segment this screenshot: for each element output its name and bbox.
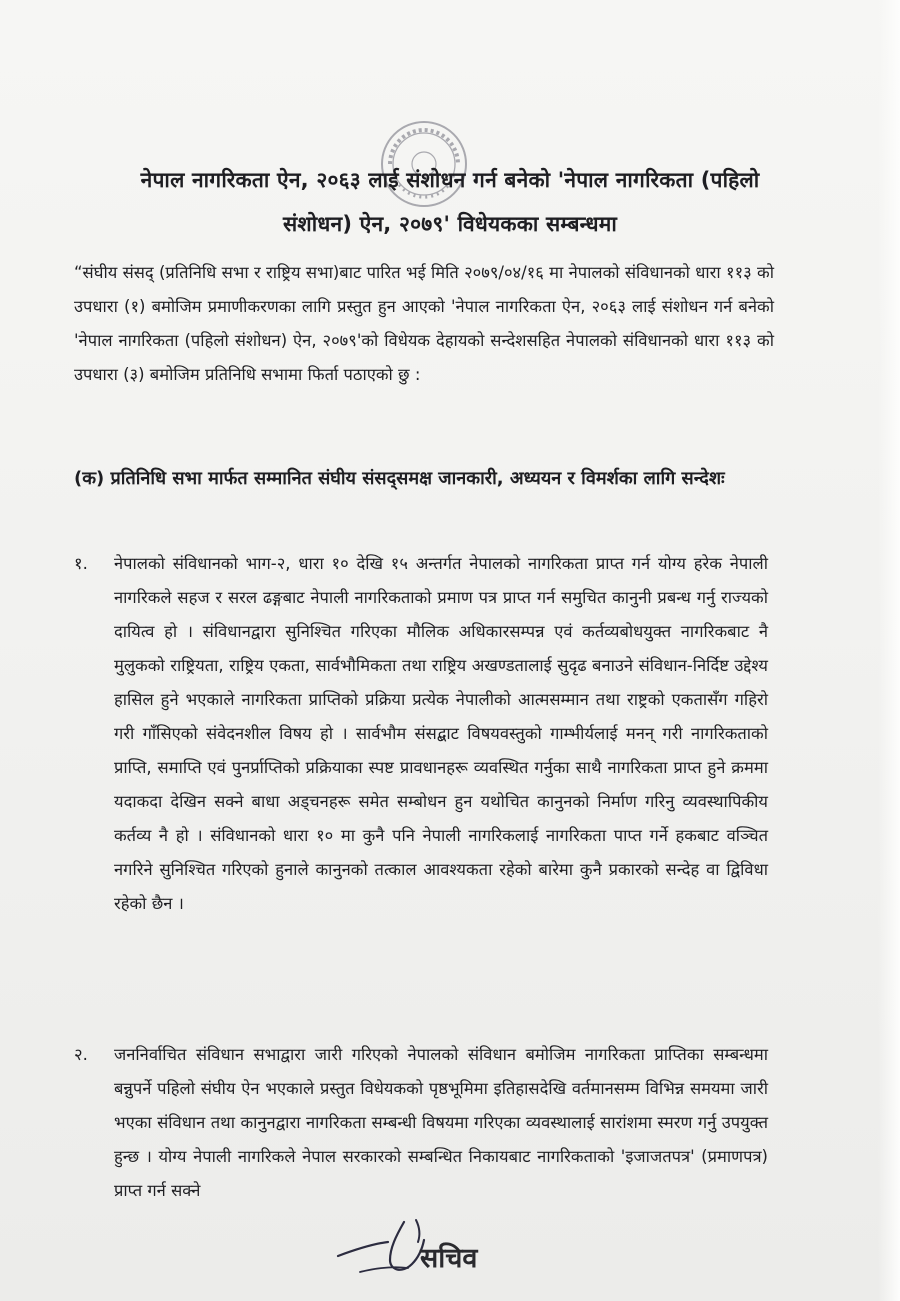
- item-paragraph: जननिर्वाचित संविधान सभाद्वारा जारी गरिएको नेपालको संविधान बमोजिम नागरिकता प्राप्तिका सम्बन्धमा बन्नुपर्ने पहिलो संघीय ऐन भएकाले प्रस्तुत विधेयकको पृष्ठभूमिमा इतिहासदेखि वर्तमानसम्म विभिन्न समयमा जारी भएका संविधान तथा कानुनद्वारा नागरिकता सम्बन्धी विषयमा गरिएका व्यवस्थालाई सारांशमा स्मरण गर्नु उपयुक्त हुन्छ । योग्य नेपाली नागरिकले नेपाल सरकारको सम्बन्धित निकायबाट नागरिकताको 'इजाजतपत्र' (प्रमाणपत्र) प्राप्त गर्न सक्ने: [114, 1045, 768, 1200]
- item-number: १.: [74, 554, 88, 573]
- page-edge: [878, 0, 900, 1301]
- signatory-title: सचिव: [420, 1243, 478, 1274]
- intro-paragraph: “संघीय संसद् (प्रतिनिधि सभा र राष्ट्रिय सभा)बाट पारित भई मिति २०७९/०४/१६ मा नेपालको संविधानको धारा ११३ को उपधारा (१) बमोजिम प्रमाणीकरणका लागि प्रस्तुत हुन आएको 'नेपाल नागरिकता ऐन, २०६३ लाई संशोधन गर्न बनेको 'नेपाल नागरिकता (पहिलो संशोधन) ऐन, २०७९'को विधेयक देहायको सन्देशसहित नेपालको संविधानको धारा ११३ को उपधारा (३) बमोजिम प्रतिनिधि सभामा फिर्ता पठाएको छु :: [74, 263, 774, 384]
- item-paragraph: नेपालको संविधानको भाग-२, धारा १० देखि १५ अन्तर्गत नेपालको नागरिकता प्राप्त गर्न योग्य हरेक नेपाली नागरिकले सहज र सरल ढङ्गबाट नेपाली नागरिकताको प्रमाण पत्र प्राप्त गर्न समुचित कानुनी प्रबन्ध गर्नु राज्यको दायित्व हो । संविधानद्वारा सुनिश्चित गरिएका मौलिक अधिकारसम्पन्न एवं कर्तव्यबोधयुक्त नागरिकबाट नै मुलुकको राष्ट्रियता, राष्ट्रिय एकता, सार्वभौमिकता तथा राष्ट्रिय अखण्डतालाई सुदृढ बनाउने संविधान-निर्दिष्ट उद्देश्य हासिल हुने भएकाले नागरिकता प्राप्तिको प्रक्रिया प्रत्येक नेपालीको आत्मसम्मान तथा राष्ट्रको एकतासँग गहिरो गरी गाँसिएको संवेदनशील विषय हो । सार्वभौम संसद्बाट विषयवस्तुको गाम्भीर्यलाई मनन् गरी नागरिकताको प्राप्ति, समाप्ति एवं पुनर्प्राप्तिको प्रक्रियाका स्पष्ट प्रावधानहरू व्यवस्थित गर्नुका साथै नागरिकता प्राप्त हुने क्रममा यदाकदा देखिन सक्ने बाधा अड्चनहरू समेत सम्बोधन हुन यथोचित कानुनको निर्माण गरिनु व्यवस्थापिकीय कर्तव्य नै हो । संविधानको धारा १० मा कुनै पनि नेपाली नागरिकलाई नागरिकता पाप्त गर्ने हकबाट वञ्चित नगरिने सुनिश्चित गरिएको हुनाले कानुनको तत्काल आवश्यकता रहेको बारेमा कुनै प्रकारको सन्देह वा द्विविधा रहेको छैन ।: [114, 554, 768, 913]
- item-number: २.: [74, 1045, 88, 1064]
- section-heading: (क) प्रतिनिधि सभा मार्फत सम्मानित संघीय संसद्समक्ष जानकारी, अध्ययन र विमर्शका लागि सन्देशः: [74, 468, 725, 489]
- title-line-2: संशोधन) ऐन, २०७९' विधेयकका सम्बन्धमा: [283, 212, 617, 236]
- title-line-1: नेपाल नागरिकता ऐन, २०६३ लाई संशोधन गर्न बनेको 'नेपाल नागरिकता (पहिलो: [140, 168, 760, 192]
- document-title: [60, 158, 840, 246]
